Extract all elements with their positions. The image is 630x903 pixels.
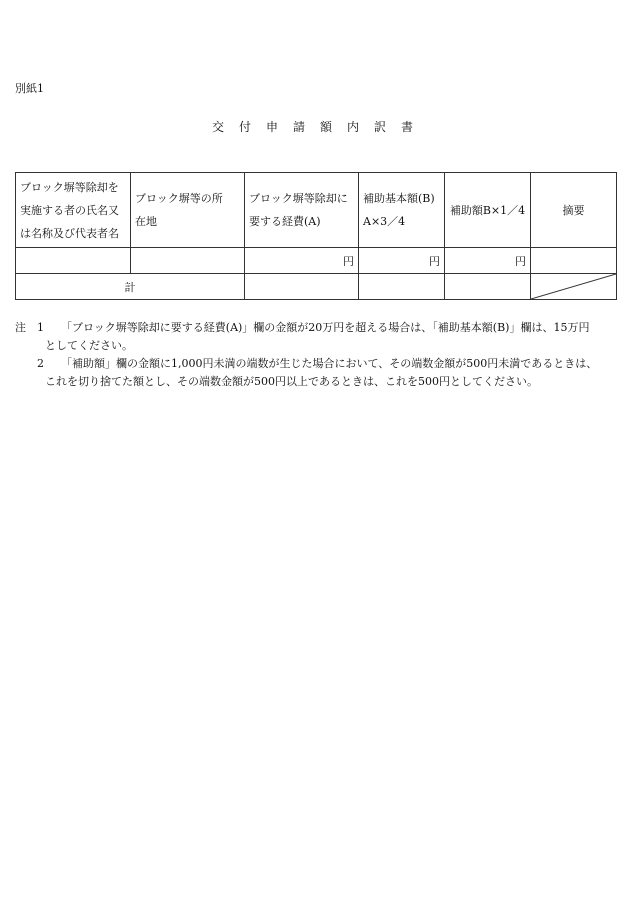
total-remarks-cell-crossed [531, 274, 617, 300]
note-number: 1 [37, 321, 44, 334]
note-1-continued: としてください。 [45, 339, 133, 352]
note-prefix: 注 [15, 321, 26, 334]
note-2 [15, 355, 620, 373]
header-removal-cost: ブロック塀等除却に 要する経費(A) [245, 173, 359, 248]
breakdown-table [15, 172, 617, 300]
note-1 [15, 319, 620, 337]
table-row [16, 248, 617, 274]
total-subsidy-amount-cell[interactable] [445, 274, 531, 300]
note-text: 「補助額」欄の金額に1,000円未満の端数が生じた場合において、その端数金額が500円未満であるときは、 [61, 357, 598, 370]
header-subsidy-amount: 補助額B×1／4 [445, 173, 531, 248]
remarks-cell[interactable] [531, 248, 617, 274]
note-text: 「ブロック塀等除却に要する経費(A)」欄の金額が20万円を超える場合は、「補助基本額(B)」欄は、15万円 [61, 321, 590, 334]
header-base-amount: 補助基本額(B) A×3／4 [359, 173, 445, 248]
form-number: 別紙1 [15, 82, 44, 95]
total-removal-cost-cell[interactable] [245, 274, 359, 300]
base-amount-cell[interactable] [359, 248, 445, 274]
header-applicant-name: ブロック塀等除却を 実施する者の氏名又 は名称及び代表者名 [16, 173, 131, 248]
yen-unit: 円 [429, 254, 440, 268]
yen-unit: 円 [515, 254, 526, 268]
removal-cost-cell[interactable] [245, 248, 359, 274]
total-row [16, 274, 617, 300]
total-base-amount-cell[interactable] [359, 274, 445, 300]
table-header-row [16, 173, 617, 248]
subsidy-amount-cell[interactable] [445, 248, 531, 274]
applicant-name-cell[interactable] [16, 248, 131, 274]
location-cell[interactable] [131, 248, 245, 274]
note-number: 2 [37, 357, 44, 370]
diagonal-strike [531, 274, 616, 299]
header-remarks: 摘要 [531, 173, 617, 248]
page-title: 交付申請額内訳書 [211, 120, 428, 134]
total-label: 計 [16, 274, 245, 300]
notes-section [15, 319, 620, 391]
note-2-continued: これを切り捨てた額とし、その端数金額が500円以上であるときは、これを500円としてください。 [45, 375, 538, 388]
header-location: ブロック塀等の所 在地 [131, 173, 245, 248]
yen-unit: 円 [343, 254, 354, 268]
